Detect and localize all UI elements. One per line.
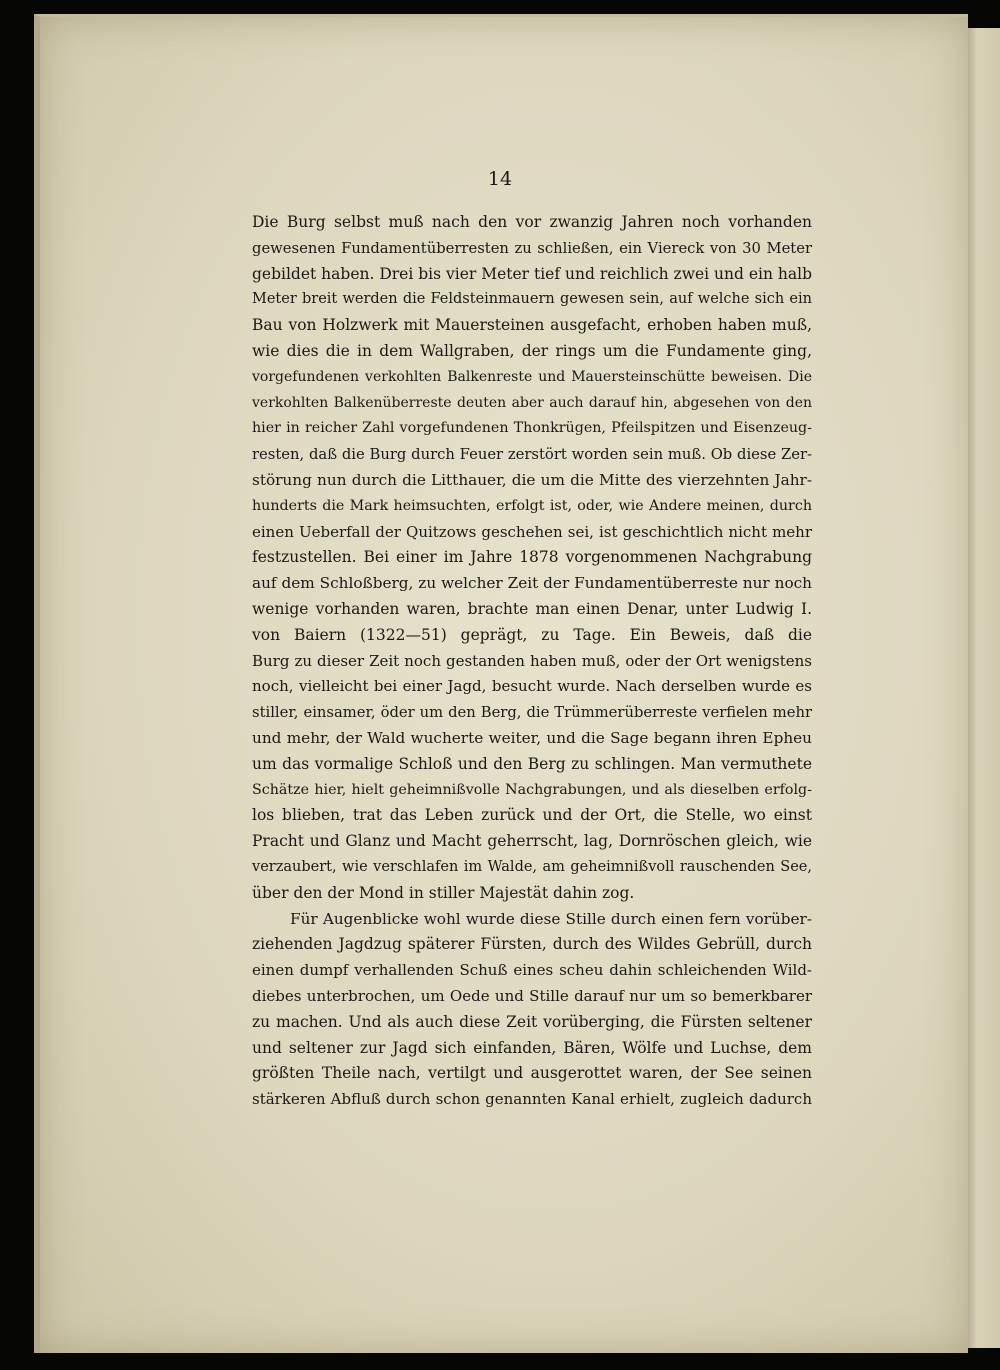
text-line: los blieben, trat das Leben zurück und der Ort, die Stelle, wo einst	[252, 806, 812, 825]
text-line: Burg zu dieser Zeit noch gestanden haben muß, oder der Ort wenigstens	[252, 651, 812, 670]
text-line: festzustellen. Bei einer im Jahre 1878 vorgenommenen Nachgrabung	[252, 548, 812, 567]
text-line: gewesenen Fundamentüberresten zu schließen, ein Viereck von 30 Meter	[252, 239, 812, 257]
text-line: einen dumpf verhallenden Schuß eines scheu dahin schleichenden Wild-	[252, 961, 812, 980]
text-line: stärkeren Abfluß durch schon genannten Kanal erhielt, zugleich dadurch	[252, 1090, 812, 1109]
page-number: 14	[487, 168, 513, 190]
text-line: wenige vorhanden waren, brachte man einen Denar, unter Ludwig I.	[252, 599, 812, 618]
text-line: Bau von Holzwerk mit Mauersteinen ausgefacht, erhoben haben muß,	[252, 316, 812, 335]
text-line: störung nun durch die Litthauer, die um die Mitte des vierzehnten Jahr-	[252, 470, 812, 489]
body-text	[252, 210, 812, 1113]
text-line: auf dem Schloßberg, zu welcher Zeit der Fundamentüberreste nur noch	[252, 574, 812, 593]
text-line: gebildet haben. Drei bis vier Meter tief und reichlich zwei und ein halb	[252, 264, 812, 283]
text-line: und mehr, der Wald wucherte weiter, und die Sage begann ihren Epheu	[252, 728, 812, 747]
text-line: noch, vielleicht bei einer Jagd, besucht wurde. Nach derselben wurde es	[252, 677, 812, 696]
text-line: verkohlten Balkenüberreste deuten aber auch darauf hin, abgesehen von den	[252, 394, 812, 411]
text-line: über den der Mond in stiller Majestät dahin zog.	[252, 883, 635, 902]
text-line: ziehenden Jagdzug späterer Fürsten, durch des Wildes Gebrüll, durch	[252, 935, 812, 954]
text-line: hier in reicher Zahl vorgefundenen Thonkrügen, Pfeilspitzen und Eisenzeug-	[252, 420, 812, 437]
text-line: stiller, einsamer, öder um den Berg, die Trümmerüberreste verfielen mehr	[252, 704, 812, 722]
text-line: einen Ueberfall der Quitzows geschehen sei, ist geschichtlich nicht mehr	[252, 522, 812, 541]
text-line: größten Theile nach, vertilgt und ausgerottet waren, der See seinen	[252, 1064, 812, 1083]
text-line: vorgefundenen verkohlten Balkenreste und Mauersteinschütte beweisen. Die	[252, 368, 812, 385]
text-line: verzaubert, wie verschlafen im Walde, am geheimnißvoll rauschenden See,	[252, 858, 812, 875]
text-line: wie dies die in dem Wallgraben, der rings um die Fundamente ging,	[252, 341, 812, 360]
text-line: resten, daß die Burg durch Feuer zerstört worden sein muß. Ob diese Zer-	[252, 446, 812, 464]
text-line: Schätze hier, hielt geheimnißvolle Nachgrabungen, und als dieselben erfolg-	[252, 781, 812, 798]
text-line: von Baiern (1322—51) geprägt, zu Tage. Ein Beweis, daß die	[252, 625, 812, 644]
text-line: und seltener zur Jagd sich einfanden, Bären, Wölfe und Luchse, dem	[252, 1038, 812, 1057]
text-line: Die Burg selbst muß nach den vor zwanzig Jahren noch vorhanden	[252, 213, 812, 231]
text-line: Meter breit werden die Feldsteinmauern gewesen sein, auf welche sich ein	[252, 291, 812, 308]
text-line: Für Augenblicke wohl wurde diese Stille durch einen fern vorüber-	[290, 909, 812, 928]
text-line: zu machen. Und als auch diese Zeit vorüberging, die Fürsten seltener	[252, 1012, 812, 1031]
text-line: um das vormalige Schloß und den Berg zu schlingen. Man vermuthete	[252, 754, 812, 773]
text-line: diebes unterbrochen, um Oede und Stille darauf nur um so bemerkbarer	[252, 986, 812, 1005]
text-line: Pracht und Glanz und Macht geherrscht, lag, Dornröschen gleich, wie	[252, 832, 812, 851]
text-line: hunderts die Mark heimsuchten, erfolgt ist, oder, wie Andere meinen, durch	[252, 497, 812, 514]
